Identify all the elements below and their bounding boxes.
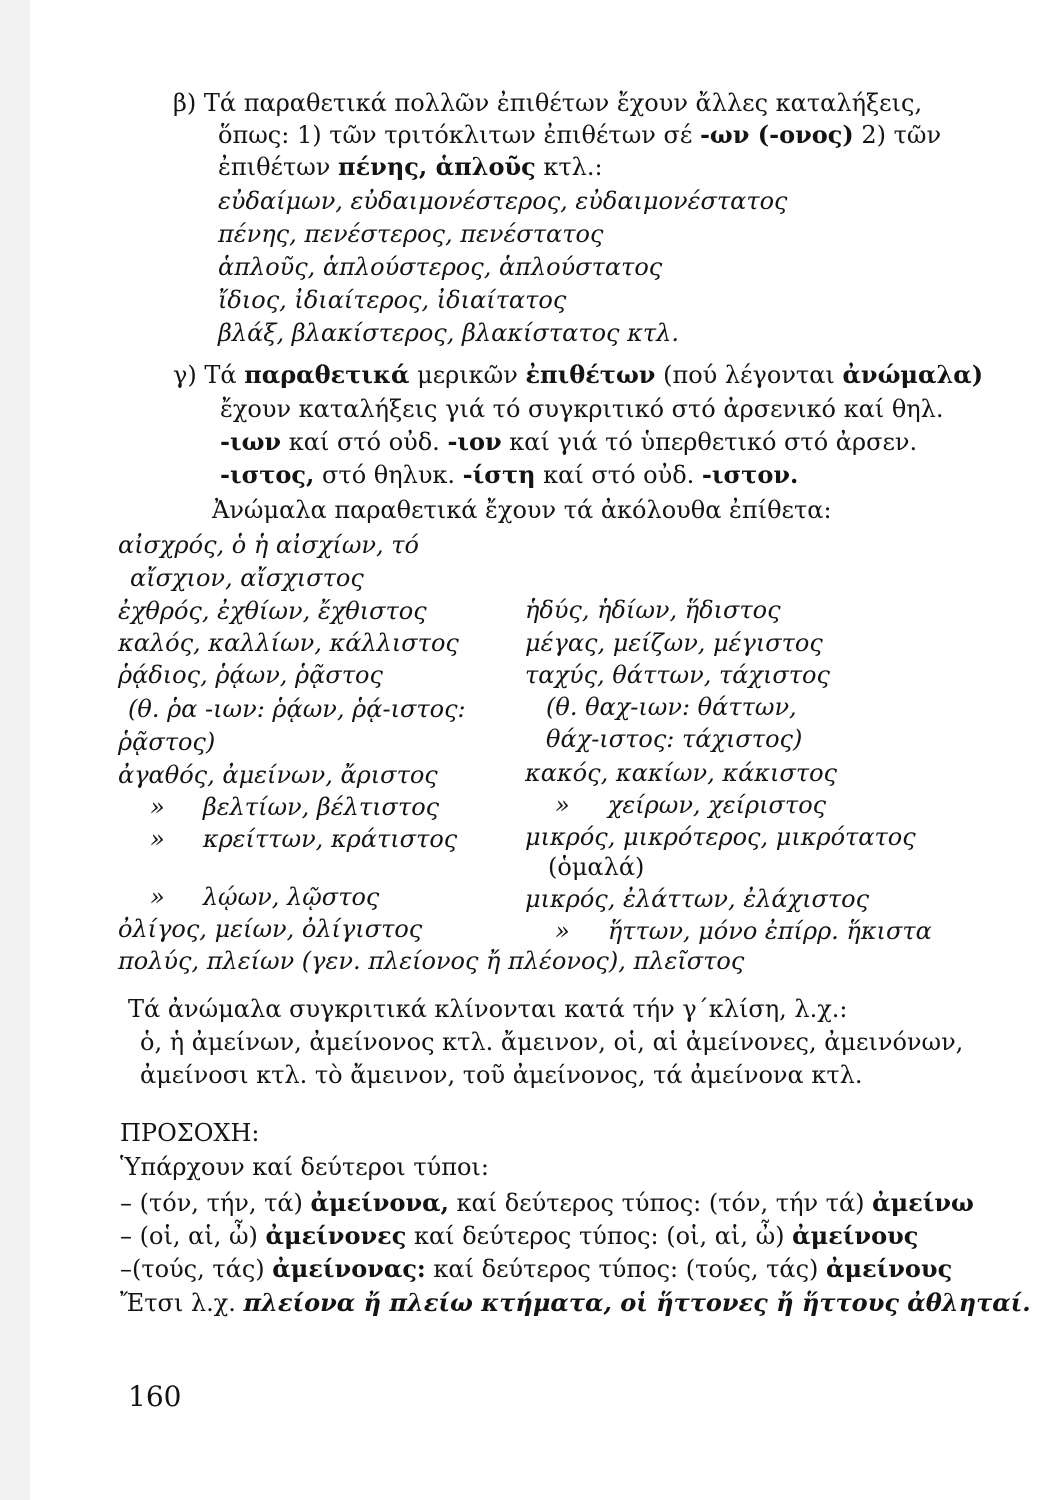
beta-example: εὐδαίμων, εὐδαιμονέστερος, εὐδαιμονέστατος bbox=[218, 187, 788, 215]
irregular-right-item: » χείρων, χείριστος bbox=[555, 791, 827, 819]
irregular-right-item: κακός, κακίων, κάκιστος bbox=[525, 759, 837, 787]
attention-title: ΠΡΟΣΟΧΗ: bbox=[120, 1119, 260, 1147]
page-number: 160 bbox=[128, 1380, 182, 1413]
gamma-intro: Ἀνώμαλα παραθετικά ἔχουν τά ἀκόλουθα ἐπίθετα: bbox=[212, 496, 832, 524]
irregular-left-item: » βελτίων, βέλτιστος bbox=[150, 793, 440, 821]
irregular-right-item: μέγας, μείζων, μέγιστος bbox=[525, 629, 823, 657]
attention-row-2: – (οἱ, αἱ, ὦ) ἀμείνονες καί δεύτερος τύπος: (οἱ, αἱ, ὦ) ἀμείνους bbox=[120, 1221, 919, 1250]
gamma-line-2: ἔχουν καταλήξεις γιά τό συγκριτικό στό ἀρσενικό καί θηλ. bbox=[220, 395, 944, 423]
irregular-right-item: μικρός, ἐλάττων, ἐλάχιστος bbox=[525, 885, 870, 913]
beta-line-2: ὅπως: 1) τῶν τριτόκλιτων ἐπιθέτων σέ -ων (-ονος) 2) τῶν bbox=[218, 120, 942, 149]
declension-line-1: Τά ἀνώμαλα συγκριτικά κλίνονται κατά τήν γ΄κλίση, λ.χ.: bbox=[128, 995, 848, 1023]
declension-line-3: ἀμείνοσι κτλ. τὸ ἄμεινον, τοῦ ἀμείνονος, τά ἀμείνονα κτλ. bbox=[140, 1061, 863, 1089]
gamma-line-4: -ιστος, στό θηλυκ. -ίστη καί στό οὐδ. -ιστον. bbox=[220, 460, 799, 489]
beta-example: ἴδιος, ἰδιαίτερος, ἰδιαίτατος bbox=[218, 286, 567, 314]
irregular-right-item: θάχ-ιστος: τάχιστος) bbox=[546, 725, 803, 753]
irregular-right-item: » ἥττων, μόνο ἐπίρρ. ἥκιστα bbox=[555, 917, 932, 945]
beta-example: ἁπλοῦς, ἁπλούστερος, ἁπλούστατος bbox=[218, 253, 663, 281]
irregular-right-item: ἡδύς, ἡδίων, ἥδιστος bbox=[525, 596, 781, 624]
beta-example: πένης, πενέστερος, πενέστατος bbox=[218, 220, 604, 248]
attention-intro: Ὑπάρχουν καί δεύτεροι τύποι: bbox=[120, 1153, 489, 1181]
attention-row-4: Ἔτσι λ.χ. πλείονα ἤ πλείω κτήματα, οἱ ἥττονες ἤ ἥττους ἀθληταί. bbox=[120, 1288, 1031, 1317]
irregular-left-item: » κρείττων, κράτιστος bbox=[150, 825, 458, 853]
irregular-left-item: καλός, καλλίων, κάλλιστος bbox=[118, 629, 459, 657]
page-shadow bbox=[0, 0, 30, 1500]
irregular-left-item: πολύς, πλείων (γεν. πλείονος ἤ πλέονος), πλεῖστος bbox=[118, 947, 745, 975]
irregular-right-item: μικρός, μικρότερος, μικρότατος bbox=[525, 823, 916, 851]
beta-example: βλάξ, βλακίστερος, βλακίστατος κτλ. bbox=[218, 319, 679, 347]
irregular-right-item: (ὁμαλά) bbox=[548, 853, 645, 881]
irregular-left-item: ὀλίγος, μείων, ὀλίγιστος bbox=[118, 915, 423, 943]
irregular-left-item: ῥᾷστος) bbox=[118, 728, 216, 756]
gamma-line-1: γ) Τά παραθετικά μερικῶν ἐπιθέτων (πού λέγονται ἀνώμαλα) bbox=[173, 360, 984, 389]
declension-line-2: ὁ, ἡ ἀμείνων, ἀμείνονος κτλ. ἄμεινον, οἱ, αἱ ἀμείνονες, ἀμεινόνων, bbox=[140, 1028, 964, 1056]
irregular-left-item: (θ. ῥα -ιων: ῥᾴων, ῥᾴ-ιστος: bbox=[128, 695, 466, 723]
irregular-left-item: » λῴων, λῷστος bbox=[150, 883, 380, 911]
gamma-line-3: -ιων καί στό οὐδ. -ιον καί γιά τό ὑπερθετικό στό ἀρσεν. bbox=[220, 427, 918, 456]
beta-line-1: β) Τά παραθετικά πολλῶν ἐπιθέτων ἔχουν ἄλλες καταλήξεις, bbox=[173, 89, 923, 117]
beta-line-3: ἐπιθέτων πένης, ἁπλοῦς κτλ.: bbox=[218, 152, 603, 181]
irregular-left-item: αἴσχιον, αἴσχιστος bbox=[130, 564, 364, 592]
attention-row-3: –(τούς, τάς) ἀμείνονας: καί δεύτερος τύπος: (τούς, τάς) ἀμείνους bbox=[120, 1254, 953, 1283]
irregular-left-item: αἰσχρός, ὁ ἡ αἰσχίων, τό bbox=[118, 531, 419, 559]
irregular-left-item: ἀγαθός, ἀμείνων, ἄριστος bbox=[118, 761, 438, 789]
attention-row-1: – (τόν, τήν, τά) ἀμείνονα, καί δεύτερος τύπος: (τόν, τήν τά) ἀμείνω bbox=[120, 1188, 974, 1217]
irregular-right-item: (θ. θαχ-ιων: θάττων, bbox=[546, 693, 797, 721]
irregular-left-item: ἐχθρός, ἐχθίων, ἔχθιστος bbox=[118, 597, 427, 625]
irregular-left-item: ῥᾴδιος, ῥᾴων, ῥᾷστος bbox=[118, 661, 383, 689]
irregular-right-item: ταχύς, θάττων, τάχιστος bbox=[525, 661, 830, 689]
